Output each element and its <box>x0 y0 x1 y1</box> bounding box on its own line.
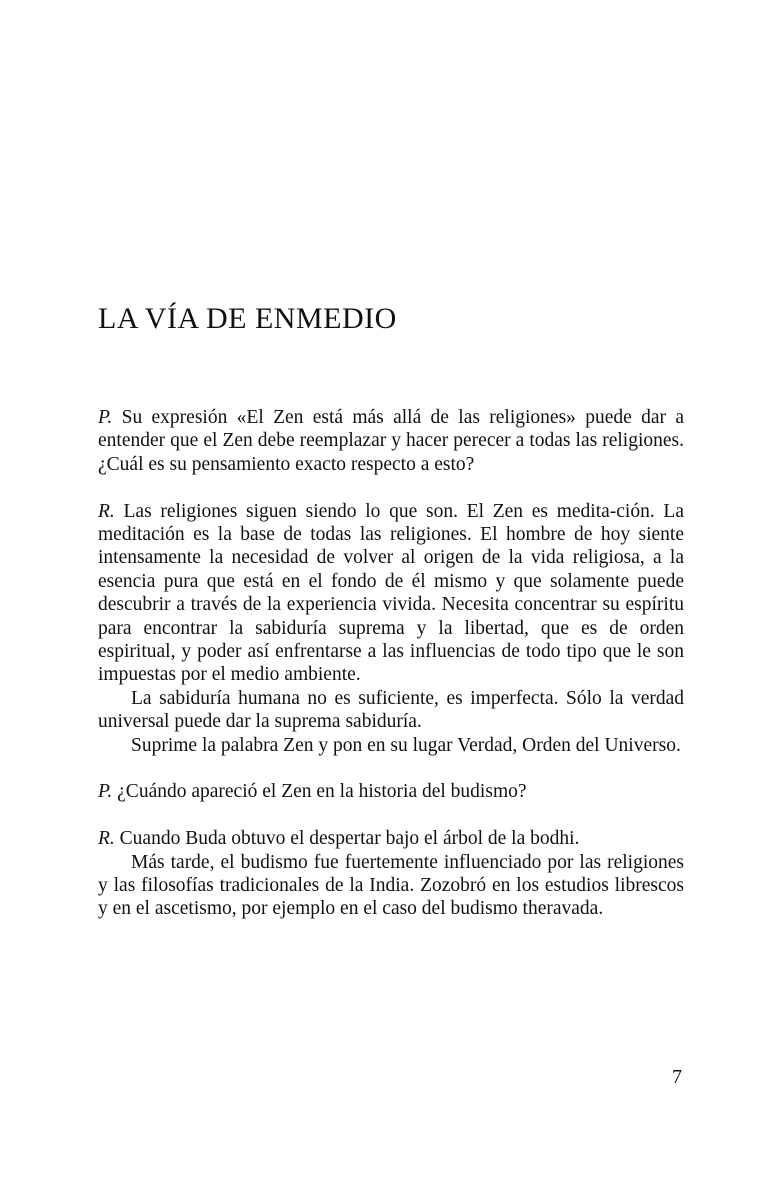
body-text <box>98 406 684 921</box>
paragraph-text: ¿Cuándo apareció el Zen en la historia del budismo? <box>117 781 527 803</box>
paragraph-text: Suprime la palabra Zen y pon en su lugar Verdad, Orden del Universo. <box>131 734 681 756</box>
paragraph-text: Cuando Buda obtuvo el despertar bajo el árbol de la bodhi. <box>119 828 580 850</box>
speaker-label: R. <box>98 828 115 850</box>
answer-paragraph <box>98 500 684 687</box>
speaker-label: R. <box>98 500 115 522</box>
continuation-paragraph <box>98 734 684 757</box>
continuation-paragraph <box>98 687 684 734</box>
paragraph-text: Las religiones siguen siendo lo que son. El Zen es medita-ción. La meditación es la base de todas las religiones. El hombre de hoy siente intensamente la necesidad de volver al origen de la vida religiosa, a la esencia pura que está en el fondo de él mismo y que solamente puede descubrir a través de la experiencia vivida. Necesita concentrar su espíritu para encontrar la sabiduría suprema y la libertad, que es de orden espiritual, y poder así enfrentarse a las influencias de todo tipo que le son impuestas por el medio ambiente. <box>98 500 684 686</box>
page-number: 7 <box>672 1066 682 1088</box>
speaker-label: P. <box>98 407 113 428</box>
question-paragraph <box>98 780 684 803</box>
paragraph-text: La sabiduría humana no es suficiente, es imperfecta. Sólo la verdad universal puede dar la suprema sabiduría. <box>98 687 684 733</box>
speaker-label: P. <box>98 781 113 803</box>
continuation-paragraph <box>98 851 684 921</box>
paragraph-text: Más tarde, el budismo fue fuertemente influenciado por las religiones y las filosofías tradicionales de la India. Zozobró en los estudios librescos y en el ascetismo, por ejemplo en el caso del budismo theravada. <box>98 851 684 920</box>
chapter-title: LA VÍA DE ENMEDIO <box>98 302 397 335</box>
answer-paragraph <box>98 827 684 850</box>
question-paragraph <box>98 406 684 476</box>
paragraph-text: Su expresión «El Zen está más allá de las religiones» puede dar a entender que el Zen debe reemplazar y hacer perecer a todas las religiones. ¿Cuál es su pensamiento exacto respecto a esto? <box>98 407 685 475</box>
